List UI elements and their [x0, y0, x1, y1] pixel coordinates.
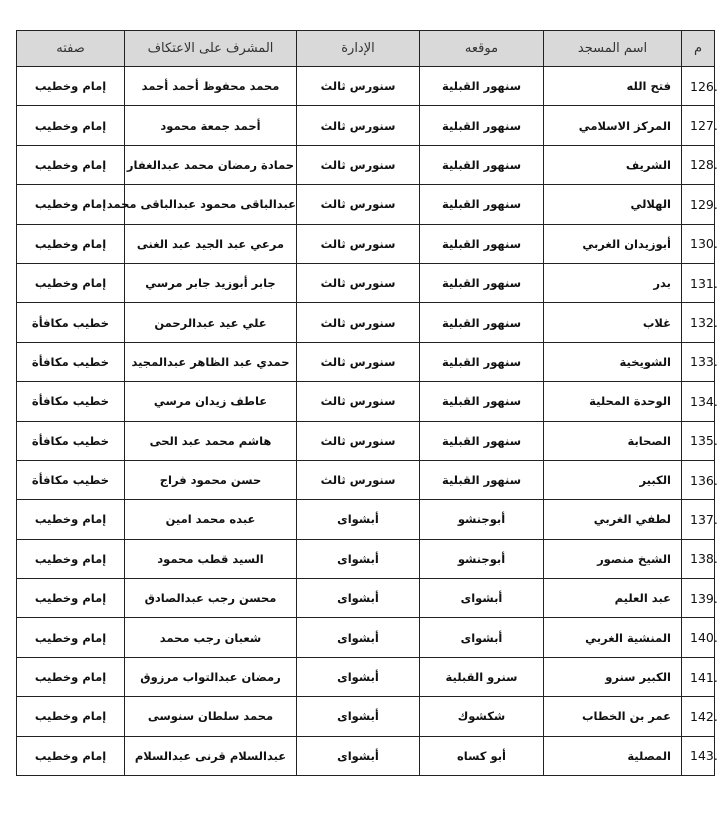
mosque-name: الشويخية: [544, 342, 682, 381]
supervisor-role: إمام وخطيب: [17, 657, 125, 696]
table-row: [17, 500, 715, 539]
mosque-name: المنشية الغربي: [544, 618, 682, 657]
mosque-name: عبد العليم: [544, 579, 682, 618]
mosque-location: سنهور القبلية: [420, 224, 544, 263]
administration: أبشواى: [297, 539, 420, 578]
row-number: 135.: [682, 421, 715, 460]
supervisor-role: خطيب مكافأة: [17, 460, 125, 499]
supervisor-role: خطيب مكافأة: [17, 421, 125, 460]
mosque-name: الشيخ منصور: [544, 539, 682, 578]
administration: سنورس ثالث: [297, 224, 420, 263]
row-number: 133.: [682, 342, 715, 381]
row-number: 129.: [682, 185, 715, 224]
administration: سنورس ثالث: [297, 342, 420, 381]
supervisor-role: إمام وخطيب: [17, 224, 125, 263]
mosque-name: المصلية: [544, 736, 682, 775]
mosque-name: الكبير سنرو: [544, 657, 682, 696]
table-row: [17, 185, 715, 224]
table-row: [17, 421, 715, 460]
mosque-name: الوحدة المحلية: [544, 382, 682, 421]
row-number: 128.: [682, 145, 715, 184]
supervisor-name: محمد محفوظ أحمد أحمد: [125, 67, 297, 106]
supervisor-name: علي عيد عبدالرحمن: [125, 303, 297, 342]
supervisor-name: شعبان رجب محمد: [125, 618, 297, 657]
administration: أبشواى: [297, 500, 420, 539]
table-header: [17, 31, 715, 67]
mosque-location: سنهور القبلية: [420, 106, 544, 145]
supervisor-name: عبدالسلام قرنى عبدالسلام: [125, 736, 297, 775]
supervisor-role: إمام وخطيب: [17, 618, 125, 657]
mosque-location: أبشواى: [420, 618, 544, 657]
mosque-name: بدر: [544, 263, 682, 302]
mosque-location: أبوجنشو: [420, 500, 544, 539]
supervisor-role: إمام وخطيب: [17, 263, 125, 302]
table-row: [17, 539, 715, 578]
mosque-name: الهلالي: [544, 185, 682, 224]
administration: أبشواى: [297, 657, 420, 696]
row-number: 127.: [682, 106, 715, 145]
mosque-name: الكبير: [544, 460, 682, 499]
table-row: [17, 657, 715, 696]
supervisor-role: خطيب مكافأة: [17, 382, 125, 421]
mosque-location: أبوجنشو: [420, 539, 544, 578]
supervisor-name: محسن رجب عبدالصادق: [125, 579, 297, 618]
administration: أبشواى: [297, 697, 420, 736]
table-row: [17, 263, 715, 302]
mosque-name: الصحابة: [544, 421, 682, 460]
mosque-location: أبو كساه: [420, 736, 544, 775]
administration: سنورس ثالث: [297, 421, 420, 460]
mosque-location: سنرو القبلية: [420, 657, 544, 696]
supervisor-role: إمام وخطيب: [17, 736, 125, 775]
administration: سنورس ثالث: [297, 382, 420, 421]
table-row: [17, 145, 715, 184]
mosque-location: سنهور القبلية: [420, 263, 544, 302]
row-number: 142.: [682, 697, 715, 736]
administration: أبشواى: [297, 618, 420, 657]
administration: أبشواى: [297, 736, 420, 775]
row-number: 126.: [682, 67, 715, 106]
supervisor-name: عبدالباقى محمود عبدالباقى محمد: [125, 185, 297, 224]
supervisor-role: إمام وخطيب: [17, 106, 125, 145]
mosque-location: سنهور القبلية: [420, 303, 544, 342]
supervisor-name: حمدي عبد الظاهر عبدالمجيد: [125, 342, 297, 381]
mosque-location: سنهور القبلية: [420, 67, 544, 106]
supervisor-name: رمضان عبدالتواب مرزوق: [125, 657, 297, 696]
mosque-name: المركز الاسلامي: [544, 106, 682, 145]
table-row: [17, 579, 715, 618]
administration: سنورس ثالث: [297, 106, 420, 145]
mosque-location: سنهور القبلية: [420, 421, 544, 460]
supervisor-name: جابر أبوزيد جابر مرسي: [125, 263, 297, 302]
row-number: 140.: [682, 618, 715, 657]
supervisor-name: حمادة رمضان محمد عبدالغفار: [125, 145, 297, 184]
header-mosque-name: اسم المسجد: [544, 31, 682, 67]
mosque-location: أبشواى: [420, 579, 544, 618]
supervisor-role: إمام وخطيب: [17, 579, 125, 618]
administration: سنورس ثالث: [297, 185, 420, 224]
supervisor-role: خطيب مكافأة: [17, 303, 125, 342]
table-row: [17, 106, 715, 145]
supervisor-name: مرعي عبد الجيد عبد الغنى: [125, 224, 297, 263]
mosque-location: سنهور القبلية: [420, 460, 544, 499]
table-row: [17, 697, 715, 736]
header-supervisor: المشرف على الاعتكاف: [125, 31, 297, 67]
administration: أبشواى: [297, 579, 420, 618]
header-administration: الإدارة: [297, 31, 420, 67]
supervisor-name: عبده محمد امين: [125, 500, 297, 539]
header-num: م: [682, 31, 715, 67]
supervisor-name: أحمد جمعة محمود: [125, 106, 297, 145]
mosque-supervisors-table: [16, 30, 718, 776]
administration: سنورس ثالث: [297, 303, 420, 342]
row-number: 139.: [682, 579, 715, 618]
header-location: موقعه: [420, 31, 544, 67]
row-number: 137.: [682, 500, 715, 539]
row-number: 143.: [682, 736, 715, 775]
document-sheet: [16, 30, 718, 776]
supervisor-name: حسن محمود فراج: [125, 460, 297, 499]
table-row: [17, 224, 715, 263]
table-row: [17, 460, 715, 499]
supervisor-role: إمام وخطيب: [17, 697, 125, 736]
mosque-name: عمر بن الخطاب: [544, 697, 682, 736]
mosque-location: شكشوك: [420, 697, 544, 736]
administration: سنورس ثالث: [297, 460, 420, 499]
mosque-location: سنهور القبلية: [420, 185, 544, 224]
mosque-location: سنهور القبلية: [420, 145, 544, 184]
mosque-name: الشريف: [544, 145, 682, 184]
header-row: [17, 31, 715, 67]
table-row: [17, 303, 715, 342]
row-number: 130.: [682, 224, 715, 263]
row-number: 131.: [682, 263, 715, 302]
administration: سنورس ثالث: [297, 263, 420, 302]
supervisor-name: محمد سلطان سنوسى: [125, 697, 297, 736]
supervisor-role: إمام وخطيب: [17, 67, 125, 106]
table-row: [17, 736, 715, 775]
row-number: 138.: [682, 539, 715, 578]
table-body: [17, 67, 718, 776]
supervisor-name: عاطف زيدان مرسي: [125, 382, 297, 421]
supervisor-role: خطيب مكافأة: [17, 342, 125, 381]
header-role: صفته: [17, 31, 125, 67]
supervisor-name: هاشم محمد عبد الحى: [125, 421, 297, 460]
row-number: 136.: [682, 460, 715, 499]
mosque-name: فتح الله: [544, 67, 682, 106]
row-number: 132.: [682, 303, 715, 342]
mosque-name: غلاب: [544, 303, 682, 342]
table-row: [17, 382, 715, 421]
mosque-location: سنهور القبلية: [420, 342, 544, 381]
supervisor-role: إمام وخطيب: [17, 500, 125, 539]
row-number: 134.: [682, 382, 715, 421]
administration: سنورس ثالث: [297, 67, 420, 106]
supervisor-name: السيد قطب محمود: [125, 539, 297, 578]
row-number: 141.: [682, 657, 715, 696]
mosque-name: لطفي الغربي: [544, 500, 682, 539]
mosque-location: سنهور القبلية: [420, 382, 544, 421]
mosque-name: أبوزيدان الغربي: [544, 224, 682, 263]
table-row: [17, 618, 715, 657]
table-row: [17, 67, 715, 106]
supervisor-role: إمام وخطيب: [17, 145, 125, 184]
table-row: [17, 342, 715, 381]
supervisor-role: إمام وخطيب: [17, 185, 125, 224]
administration: سنورس ثالث: [297, 145, 420, 184]
supervisor-role: إمام وخطيب: [17, 539, 125, 578]
